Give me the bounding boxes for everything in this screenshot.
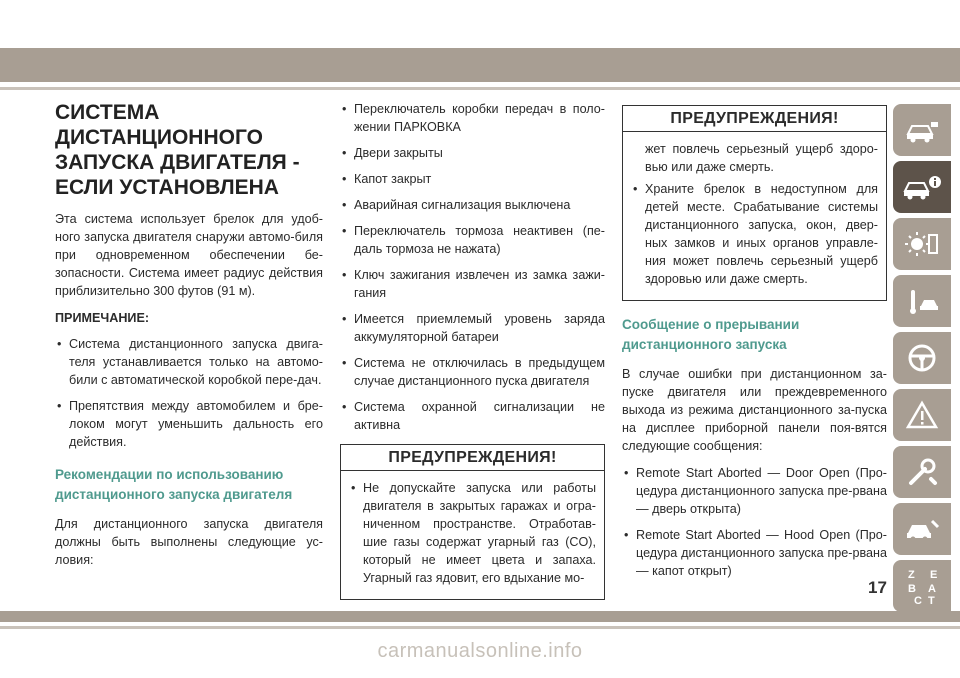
list-item: • Храните брелок в недоступном для детей месте. Срабатывание системы дистанционного запуска, окон, двер-ных замков и иных органов управле-ния может повлечь серьезный ущерб здоровью или даже смерть. <box>631 180 878 288</box>
warning-body <box>341 471 604 599</box>
warning-continuation: жет повлечь серьезный ущерб здоро-вью или даже смерть. <box>645 142 878 174</box>
tab-car-camera[interactable] <box>893 104 951 156</box>
footer-line <box>0 626 960 629</box>
section-title: Сообщение о прерывании дистанционного запуска <box>622 317 800 352</box>
index-letter: E <box>930 569 938 581</box>
index-letter: B <box>908 583 916 595</box>
section-paragraph: В случае ошибки при дистанционном за-пуске двигателя или преждевременного выхода из режима дистанционного за-пуска на дисплее приборной панели поя-вятся следующие сообщения: <box>622 367 887 453</box>
warning-title: ПРЕДУПРЕЖДЕНИЯ! <box>623 106 886 132</box>
warning-title: ПРЕДУПРЕЖДЕНИЯ! <box>341 445 604 471</box>
tools-icon <box>905 457 939 487</box>
list-item: • Remote Start Aborted — Hood Open (Про-цедура дистанционного запуска пре-рвана — капот открыт) <box>622 526 887 580</box>
section-paragraph: Для дистанционного запуска двигателя должны быть выполнены следующие ус-ловия: <box>55 517 323 567</box>
list-item: • Препятствия между автомобилем и бре-локом могут уменьшить дальность его действия. <box>55 397 323 451</box>
road-warning-icon <box>905 400 939 430</box>
list-item: • Аварийная сигнализация выключена <box>340 196 605 214</box>
note-title: ПРИМЕЧАНИЕ: <box>55 311 150 325</box>
list-item: • Двери закрыты <box>340 144 605 162</box>
warning-body <box>623 132 886 300</box>
car-info-icon <box>902 173 942 201</box>
top-margin <box>0 0 960 48</box>
chapter-tabs <box>893 104 951 617</box>
tab-car-info[interactable] <box>893 161 951 213</box>
tab-car-wrench[interactable] <box>893 503 951 555</box>
tab-road-warning[interactable] <box>893 389 951 441</box>
column-3 <box>622 100 887 588</box>
tab-wrench-car[interactable] <box>893 275 951 327</box>
header-line <box>0 87 960 90</box>
note-list <box>55 335 323 451</box>
tab-steering-wheel[interactable] <box>893 332 951 384</box>
intro-paragraph: Эта система использует брелок для удоб-ного запуска двигателя снаружи автомо-биля при одновременном обеспечении бе-зопасности. Система имеет радиус действия приблизительно 300 футов (91 м). <box>55 212 323 298</box>
wrench-car-icon <box>905 286 939 316</box>
warning-lights-icon <box>905 229 939 259</box>
list-item: • Не допускайте запуска или работы двигателя в закрытых гаражах и огра-ниченном пространстве. Отработав-шие газы содержат угарный газ (CO), который не имеет цвета и запаха. Угарный газ ядовит, его вдыхание мо- <box>349 479 596 587</box>
list-item: • Система дистанционного запуска двига-теля устанавливается только на автомо-били с автоматической коробкой пере-дач. <box>55 335 323 389</box>
list-item: • Система охранной сигнализации не активна <box>340 398 605 434</box>
tab-warning-lights[interactable] <box>893 218 951 270</box>
page-number: 17 <box>868 578 887 597</box>
tab-index[interactable] <box>893 560 951 612</box>
list-item: • Remote Start Aborted — Door Open (Про-цедура дистанционного запуска пре-рвана — дверь открыта) <box>622 464 887 518</box>
list-item: • Система не отключилась в предыдущем случае дистанционного пуска двигателя <box>340 354 605 390</box>
warning-list <box>349 479 596 587</box>
steering-wheel-icon <box>906 342 938 374</box>
car-camera-icon <box>904 116 940 144</box>
column-2 <box>340 100 605 610</box>
index-letter: C <box>914 595 922 606</box>
conditions-list <box>340 100 605 434</box>
warning-box-continued <box>622 105 887 301</box>
index-letter: Z <box>908 569 915 581</box>
index-letters-icon <box>902 566 942 606</box>
footer-bar <box>0 611 960 622</box>
tab-tools[interactable] <box>893 446 951 498</box>
list-item: • Ключ зажигания извлечен из замка зажи-гания <box>340 266 605 302</box>
section-title: Рекомендации по использованию дистанционного запуска двигателя <box>55 467 293 502</box>
column-1 <box>55 100 323 578</box>
list-item: • Капот закрыт <box>340 170 605 188</box>
page-title: СИСТЕМА ДИСТАНЦИОННОГО ЗАПУСКА ДВИГАТЕЛЯ - ЕСЛИ УСТАНОВЛЕНА <box>55 101 300 199</box>
list-item: • Переключатель тормоза неактивен (пе-даль тормоза не нажата) <box>340 222 605 258</box>
car-wrench-icon <box>904 515 940 543</box>
list-item: • Переключатель коробки передач в поло-жении ПАРКОВКА <box>340 100 605 136</box>
index-letter: T <box>928 595 935 606</box>
warning-box <box>340 444 605 600</box>
messages-list <box>622 464 887 580</box>
warning-list <box>631 180 878 288</box>
watermark: carmanualsonline.info <box>377 640 583 662</box>
index-letter: A <box>928 583 936 595</box>
list-item: • Имеется приемлемый уровень заряда аккумуляторной батареи <box>340 310 605 346</box>
header-bar <box>0 48 960 82</box>
